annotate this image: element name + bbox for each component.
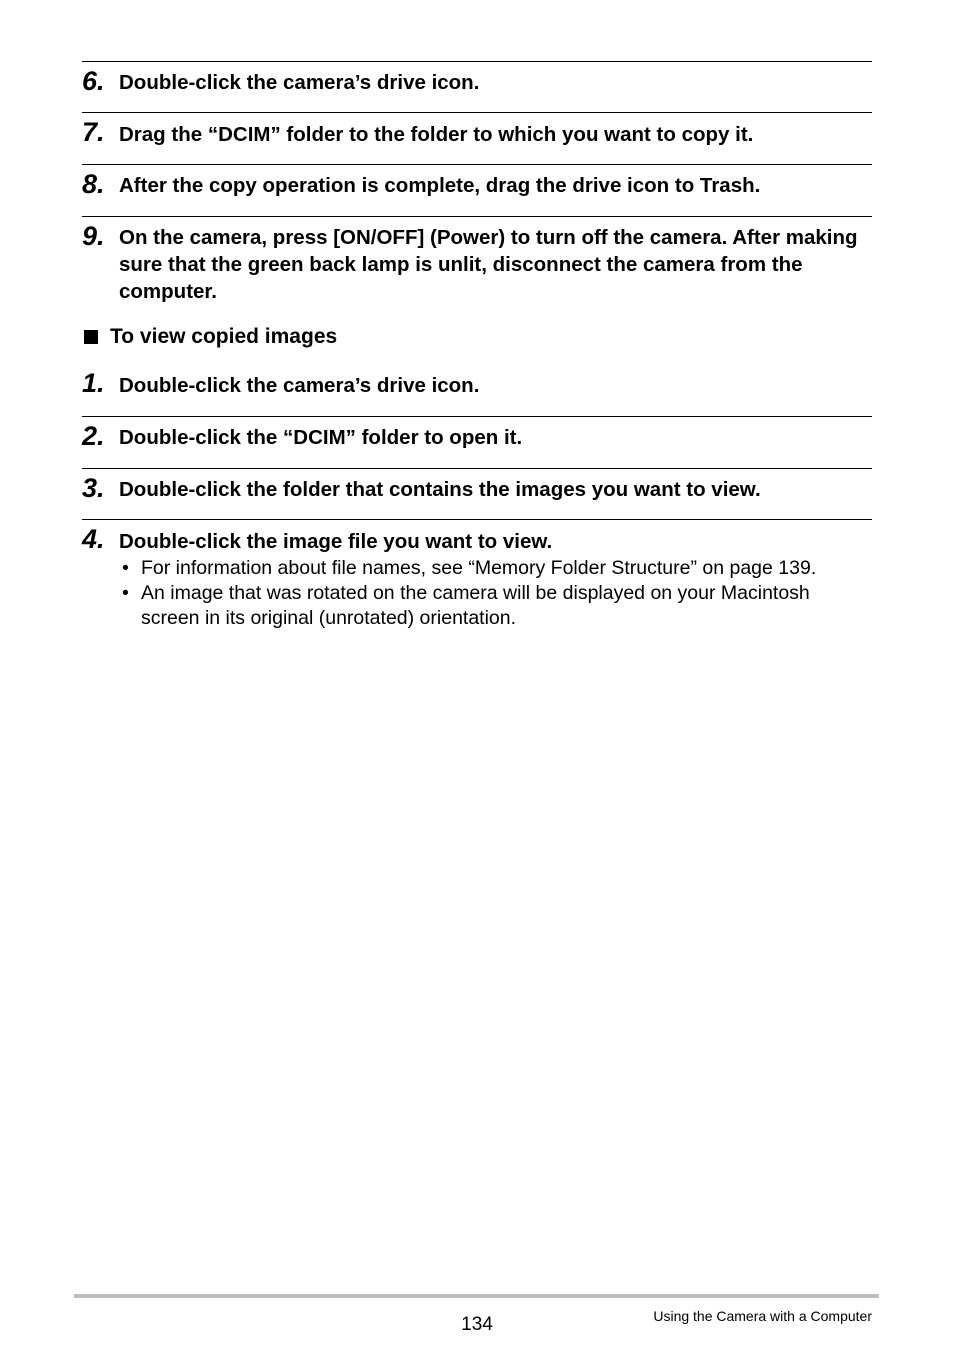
note-text: For information about file names, see “Memory Folder Structure” on page 139. bbox=[141, 557, 817, 579]
step-text: Drag the “DCIM” folder to the folder to which you want to copy it. bbox=[119, 123, 754, 146]
chapter-title: Using the Camera with a Computer bbox=[653, 1308, 872, 1324]
black-square-icon bbox=[84, 330, 98, 344]
notes-list bbox=[120, 556, 872, 631]
step-6 bbox=[82, 61, 872, 113]
list-item bbox=[120, 556, 872, 581]
step-number: 7. bbox=[82, 117, 105, 147]
step-text: Double-click the image file you want to view. bbox=[119, 530, 553, 553]
step-4 bbox=[82, 519, 872, 555]
bullet-icon: • bbox=[122, 582, 129, 604]
step-number: 4. bbox=[82, 524, 105, 554]
step-1 bbox=[82, 368, 872, 416]
step-number: 3. bbox=[82, 473, 105, 503]
step-number: 2. bbox=[82, 421, 105, 451]
note-text: An image that was rotated on the camera will be displayed on your Macintosh screen in its original (unrotated) orientation. bbox=[141, 582, 810, 629]
step-9 bbox=[82, 216, 872, 316]
step-text: On the camera, press [ON/OFF] (Power) to turn off the camera. After making sure that the green back lamp is unlit, disconnect the camera from the computer. bbox=[119, 226, 858, 303]
step-text: After the copy operation is complete, drag the drive icon to Trash. bbox=[119, 174, 761, 197]
step-8 bbox=[82, 164, 872, 216]
step-number: 8. bbox=[82, 169, 105, 199]
step-text: Double-click the folder that contains the images you want to view. bbox=[119, 478, 761, 501]
step-number: 1. bbox=[82, 368, 105, 398]
step-number: 9. bbox=[82, 221, 105, 251]
list-item bbox=[120, 581, 872, 631]
step-text: Double-click the camera’s drive icon. bbox=[119, 374, 480, 397]
footer-divider bbox=[74, 1294, 879, 1298]
step-text: Double-click the “DCIM” folder to open it. bbox=[119, 426, 523, 449]
section-heading bbox=[84, 323, 337, 351]
step-3 bbox=[82, 468, 872, 520]
section-heading-text: To view copied images bbox=[110, 325, 338, 348]
step-text: Double-click the camera’s drive icon. bbox=[119, 71, 480, 94]
step-number: 6. bbox=[82, 66, 105, 96]
step-7 bbox=[82, 112, 872, 164]
page-number: 134 bbox=[461, 1314, 493, 1335]
step-2 bbox=[82, 416, 872, 468]
bullet-icon: • bbox=[122, 557, 129, 579]
